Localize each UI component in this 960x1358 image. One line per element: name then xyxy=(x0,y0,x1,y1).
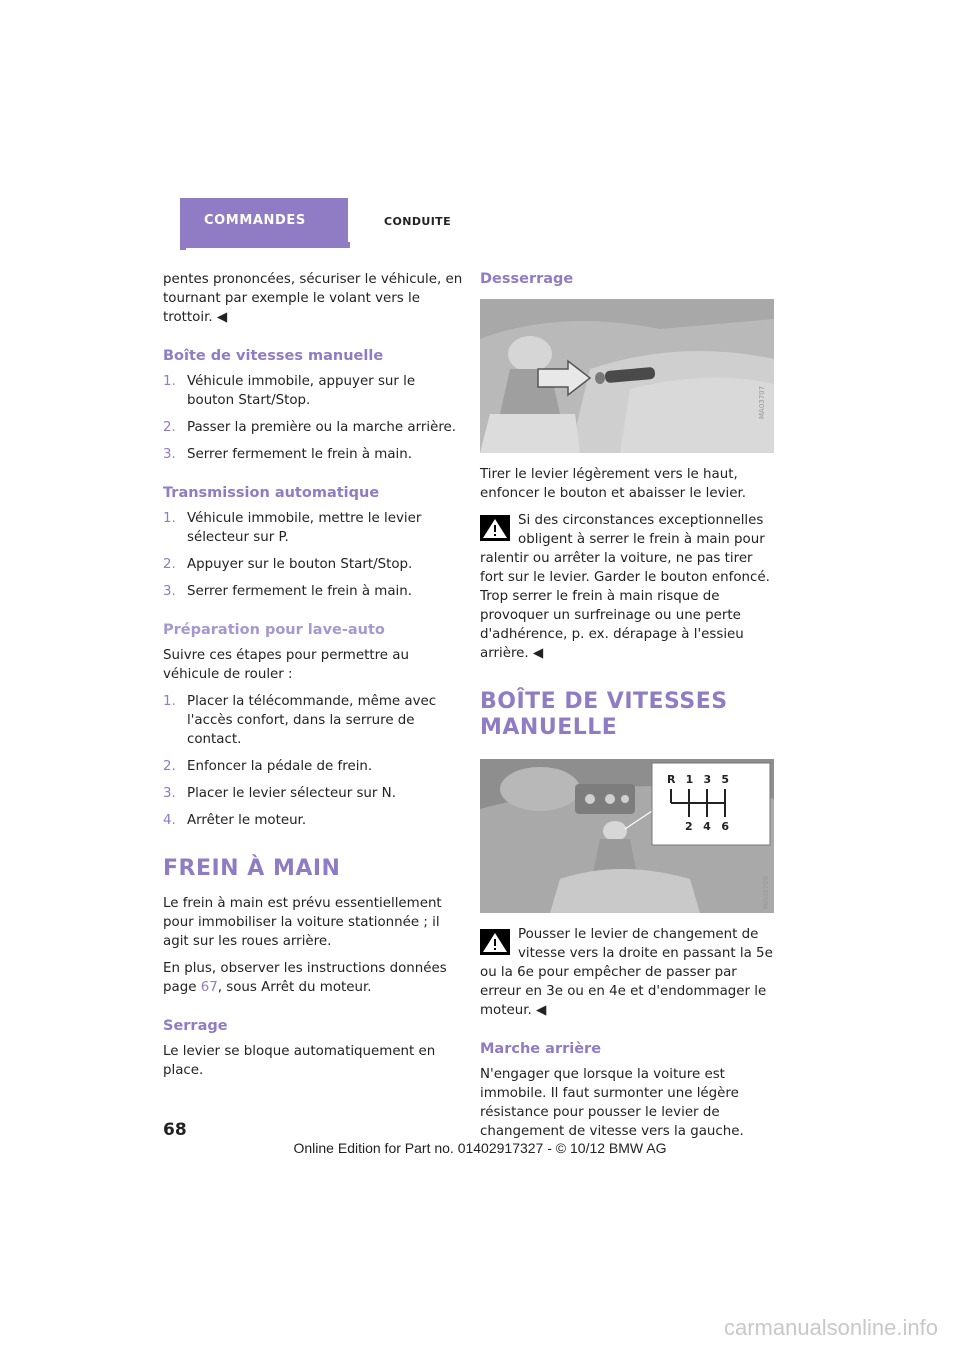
gear-warning xyxy=(480,925,780,1020)
intro-text: pentes prononcées, sécuriser le véhicule, en tournant par exemple le volant vers le trottoir. xyxy=(163,272,463,325)
list-item xyxy=(163,445,463,464)
chapter-tab-bar xyxy=(180,198,360,250)
step-text: Placer la télécommande, même avec l'accès confort, dans la serrure de contact. xyxy=(187,694,437,747)
step-text: Appuyer sur le bouton Start/Stop. xyxy=(187,557,413,572)
release-warning xyxy=(480,511,780,663)
end-mark: ◀ xyxy=(216,310,228,325)
step-number: 4. xyxy=(163,813,176,828)
list-item xyxy=(163,418,463,437)
wash-intro: Suivre ces étapes pour permettre au véhicule de rouler : xyxy=(163,648,409,682)
left-column xyxy=(163,270,463,1088)
list-item xyxy=(163,372,463,410)
reverse-heading: Marche arrière xyxy=(480,1041,602,1057)
svg-text:MA03708: MA03708 xyxy=(762,875,770,909)
step-text: Placer le levier sélecteur sur N. xyxy=(187,786,396,801)
handbrake-illustration xyxy=(480,299,774,453)
gear-pattern-bottom: 2 4 6 xyxy=(685,820,729,833)
end-mark: ◀ xyxy=(532,646,544,661)
step-number: 3. xyxy=(163,447,176,462)
gearbox-heading: BOÎTE DE VITESSES MANUELLE xyxy=(480,689,728,740)
right-column xyxy=(480,270,780,1149)
list-item xyxy=(163,757,463,776)
page-number: 68 xyxy=(163,1120,187,1140)
step-text: Véhicule immobile, appuyer sur le bouton Start/Stop. xyxy=(187,374,416,408)
list-item xyxy=(163,555,463,574)
watermark: carmanualsonline.info xyxy=(723,1315,938,1340)
list-item xyxy=(163,582,463,601)
text-span: , sous Arrêt du moteur. xyxy=(217,980,372,995)
step-number: 2. xyxy=(163,420,176,435)
gearbox-photo xyxy=(480,759,774,913)
tab-conduite-label: CONDUITE xyxy=(384,215,452,228)
step-number: 1. xyxy=(163,694,176,709)
handbrake-paragraph-2 xyxy=(163,959,463,997)
tab-commandes-label: COMMANDES xyxy=(204,213,306,228)
end-mark: ◀ xyxy=(536,1003,547,1018)
step-number: 2. xyxy=(163,557,176,572)
handbrake-paragraph-1: Le frein à main est prévu essentiellement pour immobiliser la voiture stationnée ; il agit sur les roues arrière. xyxy=(163,896,442,949)
list-item xyxy=(163,692,463,749)
list-item xyxy=(163,811,463,830)
step-text: Enfoncer la pédale de frein. xyxy=(187,759,373,774)
apply-heading: Serrage xyxy=(163,1018,228,1034)
step-text: Serrer fermement le frein à main. xyxy=(187,584,413,599)
warning-icon xyxy=(480,929,510,955)
tab-underline xyxy=(180,242,350,248)
step-number: 2. xyxy=(163,759,176,774)
text-span: Pousser le levier de changement de vitesse vers la droite en passant la 5e ou la 6e pour empêcher de passer par erreur en 3e ou en 4e et d'endommager le moteur. xyxy=(480,927,773,1018)
warning-text xyxy=(480,925,780,1020)
list-item xyxy=(163,784,463,803)
wash-heading: Préparation pour lave-auto xyxy=(163,622,385,638)
text-span: Trop serrer le frein à main risque de provoquer un surfreinage ou une perte d'adhérence, p. ex. dérapage à l'essieu arrière. xyxy=(480,589,744,661)
step-number: 1. xyxy=(163,511,176,526)
apply-paragraph: Le levier se bloque automatiquement en place. xyxy=(163,1044,436,1078)
handbrake-photo xyxy=(480,299,774,453)
list-item xyxy=(163,509,463,547)
intro-paragraph xyxy=(163,270,463,327)
text-span: En plus, observer les instructions données page xyxy=(163,961,447,995)
step-number: 3. xyxy=(163,786,176,801)
manual-steps-list xyxy=(163,372,463,464)
warning-text: Si des circonstances exceptionnelles obligent à serrer le frein à main pour ralentir ou arrêter la voiture, ne pas tirer fort sur le levier. Garder le bouton enfoncé. xyxy=(480,513,770,585)
svg-text:MA03707: MA03707 xyxy=(758,385,766,419)
page-link[interactable]: 67 xyxy=(200,980,218,995)
edition-note: Online Edition for Part no. 01402917327 - © 10/12 BMW AG xyxy=(293,1140,667,1156)
reverse-paragraph: N'engager que lorsque la voiture est immobile. Il faut surmonter une légère résistance pour pousser le levier de changement de vitesse vers la gauche. xyxy=(480,1067,744,1139)
release-paragraph: Tirer le levier légèrement vers le haut, enfoncer le bouton et abaisser le levier. xyxy=(480,467,746,501)
manual-heading: Boîte de vitesses manuelle xyxy=(163,348,384,364)
warning-text-2 xyxy=(480,587,780,663)
step-text: Véhicule immobile, mettre le levier sélecteur sur P. xyxy=(187,511,422,545)
wash-steps-list xyxy=(163,692,463,830)
auto-heading: Transmission automatique xyxy=(163,485,380,501)
gear-pattern-top: R 1 3 5 xyxy=(667,773,729,786)
step-number: 3. xyxy=(163,584,176,599)
release-heading: Desserrage xyxy=(480,271,574,287)
step-text: Arrêter le moteur. xyxy=(187,813,307,828)
gearbox-illustration xyxy=(480,759,774,913)
handbrake-heading: FREIN À MAIN xyxy=(163,856,341,881)
step-text: Passer la première ou la marche arrière. xyxy=(187,420,457,435)
step-number: 1. xyxy=(163,374,176,389)
step-text: Serrer fermement le frein à main. xyxy=(187,447,413,462)
auto-steps-list xyxy=(163,509,463,601)
warning-icon xyxy=(480,515,510,541)
